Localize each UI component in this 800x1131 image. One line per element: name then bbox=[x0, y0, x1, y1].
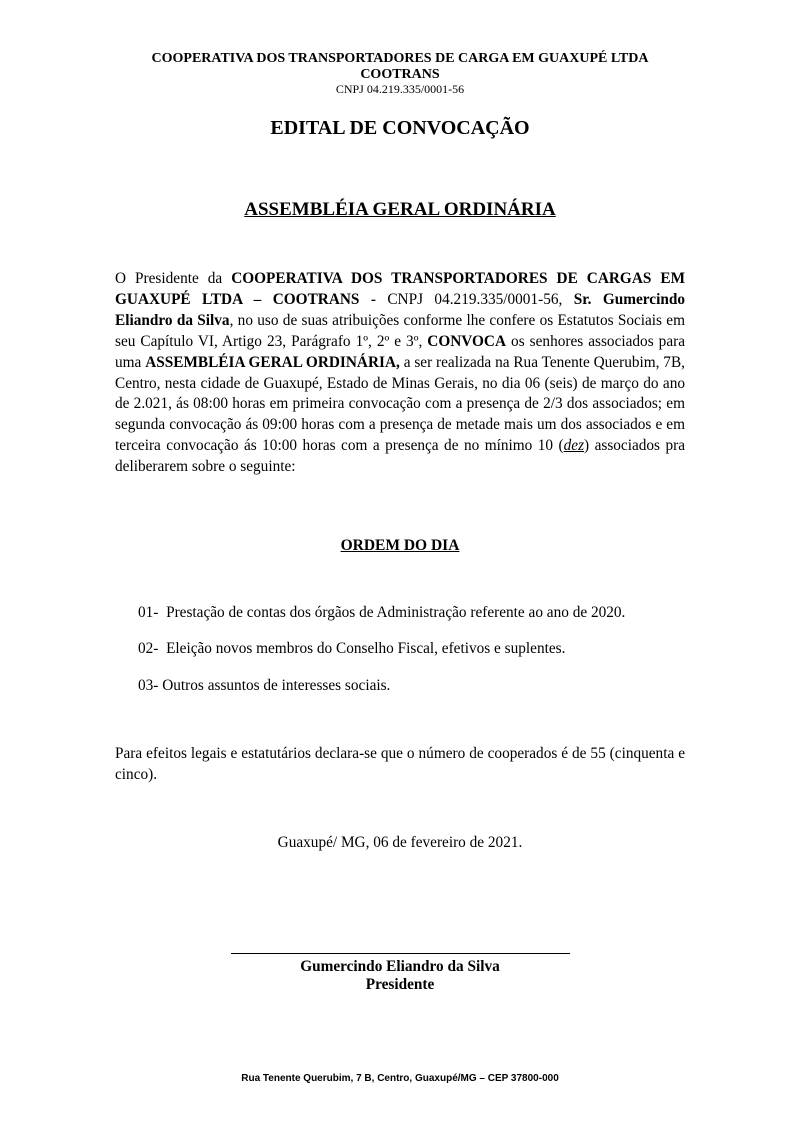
date-line: Guaxupé/ MG, 06 de fevereiro de 2021. bbox=[277, 834, 523, 851]
body-text-1: O Presidente da bbox=[115, 270, 232, 287]
signature-line bbox=[231, 953, 570, 954]
agenda-item-number: 03- bbox=[138, 677, 159, 694]
document-subtitle: ASSEMBLÉIA GERAL ORDINÁRIA bbox=[244, 199, 556, 220]
agenda-item bbox=[138, 640, 565, 658]
agenda-item bbox=[138, 677, 390, 695]
agenda-item-text: Prestação de contas dos órgãos de Administração referente ao ano de 2020. bbox=[166, 604, 626, 621]
agenda-title: ORDEM DO DIA bbox=[340, 537, 460, 554]
closing-paragraph: Para efeitos legais e estatutários declara-se que o número de cooperados é de 55 (cinquenta e cinco). bbox=[115, 745, 685, 783]
body-text-6: ) associados pra deliberarem sobre o seguinte: bbox=[115, 437, 685, 476]
agenda-item-text: Outros assuntos de interesses sociais. bbox=[162, 677, 391, 694]
org-cnpj: CNPJ 04.219.335/0001-56 bbox=[335, 82, 465, 96]
document-title: EDITAL DE CONVOCAÇÃO bbox=[270, 117, 530, 139]
org-short-name: COOTRANS bbox=[360, 67, 440, 82]
body-bold-assembly: ASSEMBLÉIA GERAL ORDINÁRIA, bbox=[145, 353, 400, 371]
convocation-paragraph bbox=[115, 269, 685, 478]
body-text-5: a ser realizada na Rua Tenente Querubim, 7B, Centro, nesta cidade de Guaxupé, Estado de Minas Gerais, no dia 06 (seis) de março do ano de 2.021, ás 08:00 horas em primeira convocação com a presença de 2/3 dos associados; em segunda convocação ás 09:00 horas com a presença de metade mais um dos associados e em terceira convocação ás 10:00 horas com a presença de no mínimo 10 ( bbox=[115, 353, 685, 455]
body-bold-president: Sr. Gumercindo Eliandro da Silva bbox=[115, 290, 686, 329]
signatory-role: Presidente bbox=[365, 976, 435, 993]
body-bold-convoca: CONVOCA bbox=[427, 332, 507, 350]
signatory-name: Gumercindo Eliandro da Silva bbox=[300, 958, 500, 975]
org-name: COOPERATIVA DOS TRANSPORTADORES DE CARGA EM GUAXUPÉ LTDA bbox=[151, 51, 649, 66]
body-text-2: CNPJ 04.219.335/0001-56, bbox=[375, 290, 574, 308]
body-text-4: os senhores associados para uma bbox=[115, 332, 685, 371]
footer-address: Rua Tenente Querubim, 7 B, Centro, Guaxupé/MG – CEP 37800-000 bbox=[241, 1073, 559, 1084]
agenda-item-number: 02- bbox=[138, 640, 159, 657]
agenda-item-number: 01- bbox=[138, 604, 159, 621]
agenda-item bbox=[138, 604, 625, 622]
body-text-3: , no uso de suas atribuições conforme lhe confere os Estatutos Sociais em seu Capítulo VI, Artigo 23, Parágrafo 1º, 2º e 3º, bbox=[115, 311, 685, 350]
agenda-item-text: Eleição novos membros do Conselho Fiscal, efetivos e suplentes. bbox=[166, 640, 566, 657]
body-bold-org: COOPERATIVA DOS TRANSPORTADORES DE CARGAS EM GUAXUPÉ LTDA – COOTRANS - bbox=[115, 270, 686, 308]
body-italic-dez: dez bbox=[563, 437, 585, 455]
